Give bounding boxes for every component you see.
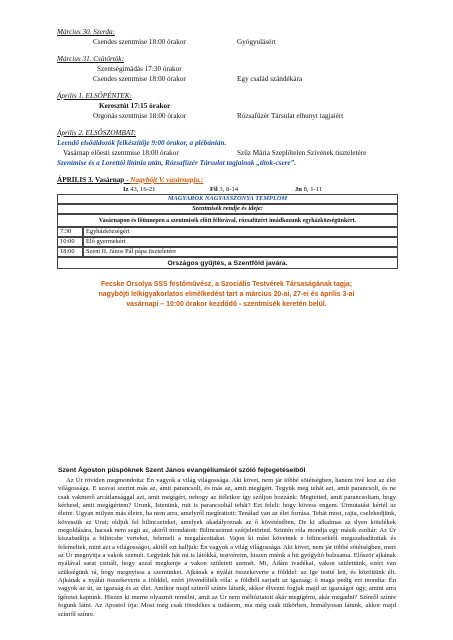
reading-ref: 8, 1-11 [301,186,323,193]
table-note: Vasárnapon és főünnepen a szentmisék előtt félórával, rózsafüzért imádkozunk egyházközségünkért. [57,214,398,227]
table-cell-desc: Egyházközségért [83,227,398,237]
vigil-mass [63,149,179,158]
mass-time: Orgonás szentmise 18:00 órakor [93,112,187,120]
table-footer: Országos gyűjtés, a Szentföld javára. [57,257,398,269]
mass-intention: Egy család szándékára [237,75,303,83]
mass-time: Csendes szentmise 18:00 órakor [93,75,186,83]
table-subheader: Szentmisék rendje és ideje: [57,204,398,214]
notice-line: vasárnapi – 10:00 órakor kezdődő - szentmisék keretén belül. [126,301,327,308]
adoration-time: Szentségimádás 17:30 órakor [97,65,182,73]
day-heading-saturday: Április 2. ELSŐSZOMBAT: [57,129,137,137]
table-cell-desc: Élő gyermekért [83,237,398,247]
day-heading-friday: Április 1. ELSŐPÉNTEK: [57,92,132,100]
vigil-mass-intention: Szűz Mária Szeplőtelen Szívének tiszteletére [237,149,367,157]
reading-book: Fil [210,186,218,193]
table-header: MAGYAROK NAGYASSZONYA TEMPLOM [57,194,398,204]
rosary-note: Szentmise és a Lorettói litánia után, Rózsafüzér Társulat tagjainak „titok-csere”. [57,159,297,167]
mass-time: Csendes szentmise 18:00 órakor [93,38,186,46]
mass-intention: Rózsafüzér Társulat elhunyt tagjaiért [237,112,344,120]
notice-line: Fecske Orsolya SSS festőművész, a Szociális Testvérek Társaságának tagja; [100,281,353,288]
reading-1 [123,186,155,194]
reading-3 [295,186,322,194]
reading-2 [210,186,238,194]
table-cell-time: 18:00 [57,247,83,257]
table-cell-time: 10:00 [57,237,83,247]
saturday-note: Leendő elsőáldozók felkészítője 9:00 órakor, a plébánián. [57,139,227,147]
sunday-heading [57,176,203,185]
reading-ref: 43, 16-21 [128,186,156,193]
article-body [58,477,396,619]
reading-book: Jn [295,186,302,193]
article-title: Szent Ágoston püspöknek Szent János evangéliumáról szóló fejtegetéseiből [58,467,306,474]
notice [0,280,453,310]
table-cell-time: 7:30 [57,227,83,237]
day-heading-thursday: Március 31. Csütörtök: [57,55,125,63]
vigil-mass-time: Vasárnap előesti szentmise 18:00 órakor [63,149,179,157]
table-cell-desc: Szent II. János Pál pápa tiszteletére [83,247,398,257]
mass-intention: Gyógyulásért [237,38,276,46]
sunday-title-highlight: Nagyböjt V. vasárnapja.: [130,176,204,184]
sunday-title: ÁPRILIS 3. Vasárnap - [57,176,131,184]
article-paragraph: Az Úr röviden megmondotta: Én vagyok a világ világossága. Aki követ, nem jár többé sötétségben, hanem övé lesz az élet világossága. E szavai szerint más az, amit parancsolt, és más az, amit megígért. Tegyük meg tehát azt, amit parancsolt, és ne csak vakmerő arcátlansággal azt, amit megígért, nehogy az ítéletkor így szóljon hozzánk: Megtetted, amit parancsoltam, hogy kérhesd, amit megígértem? Urunk, Istenünk, mit is parancsoltál tehát? Ezt feleli: hogy kövess engem. Útmutatást kértél az életre. Ugyan milyen más életre, ha nem arra, amelyről megírattott: Tenálad van az élet forrása. Tehát most, rajta, cselekedjünk, kövessük az Urat; oldjuk fel bilincseinket, amelyek akadályoznak az ő követésében. De ki alkalmas az ilyen kötelékek megoldására, hacsak nem segít az, akiről mondatott: Bilincseimet szétjeletörted. Szintén róla mondja egy másik zsoltár: Az Úr kiszabadítja a bilincsbe verteket, felemeli a megalázottakat. Vajon ki mást követnek e bilincsektől megszabadítottak és felemeltek, mint azt a világosságot, akitől ezt halljuk: Én vagyok a világ világossága. Aki követ, nem jár többé sötétségben, mert az Úr megnyitja a vakok szemét. Legyünk hát mi is látókká, testvéreim, hiszen miénk a hit gyógyító balzsama. Először ajkának nyálával sarat csinált, hogy azzal megkenje a vakon született szemét. Mi, Ádám ivadékai, vakon születtünk, ezért van szükségünk rá, hogy megnyissa a szemünket. Ajkának a nyálát összekeverte a földdel: az Ige testté lett, és közöttünk élt. Ajkának a nyálát összekeverte a földdel, ezért jövendőlték róla: a földből sarjadt az igazság; ő maga pedig ezt mondta: Én vagyok az út, az igazság és az élet. Amikor majd színről színre látunk, akkor élvezni fogjuk majd az igazságot úgy, amint arra ígéretet kaptunk. Hiszen ki merne olyasmit remélni, amit az Úr nem méltóztatott akár megígérni, akár megadni? Színről színre fogunk látni. Az Apostol írja: Most még csak töredékes a tudásom, ma még csak tükörben, homályosan látunk, akkor majd színről színre. [58,477,396,618]
notice-line: nagyböjti lelkigyakorlatos elmélkedést tart a március 20-ai, 27-ei és április 3-ai [98,291,355,298]
reading-ref: 3, 8-14 [217,186,239,193]
reading-book: Iz [123,186,129,193]
day-heading-wednesday: Március 30. Szerda: [57,28,115,36]
stations-of-cross-time: Keresztút 17:15 órakor [99,102,171,110]
